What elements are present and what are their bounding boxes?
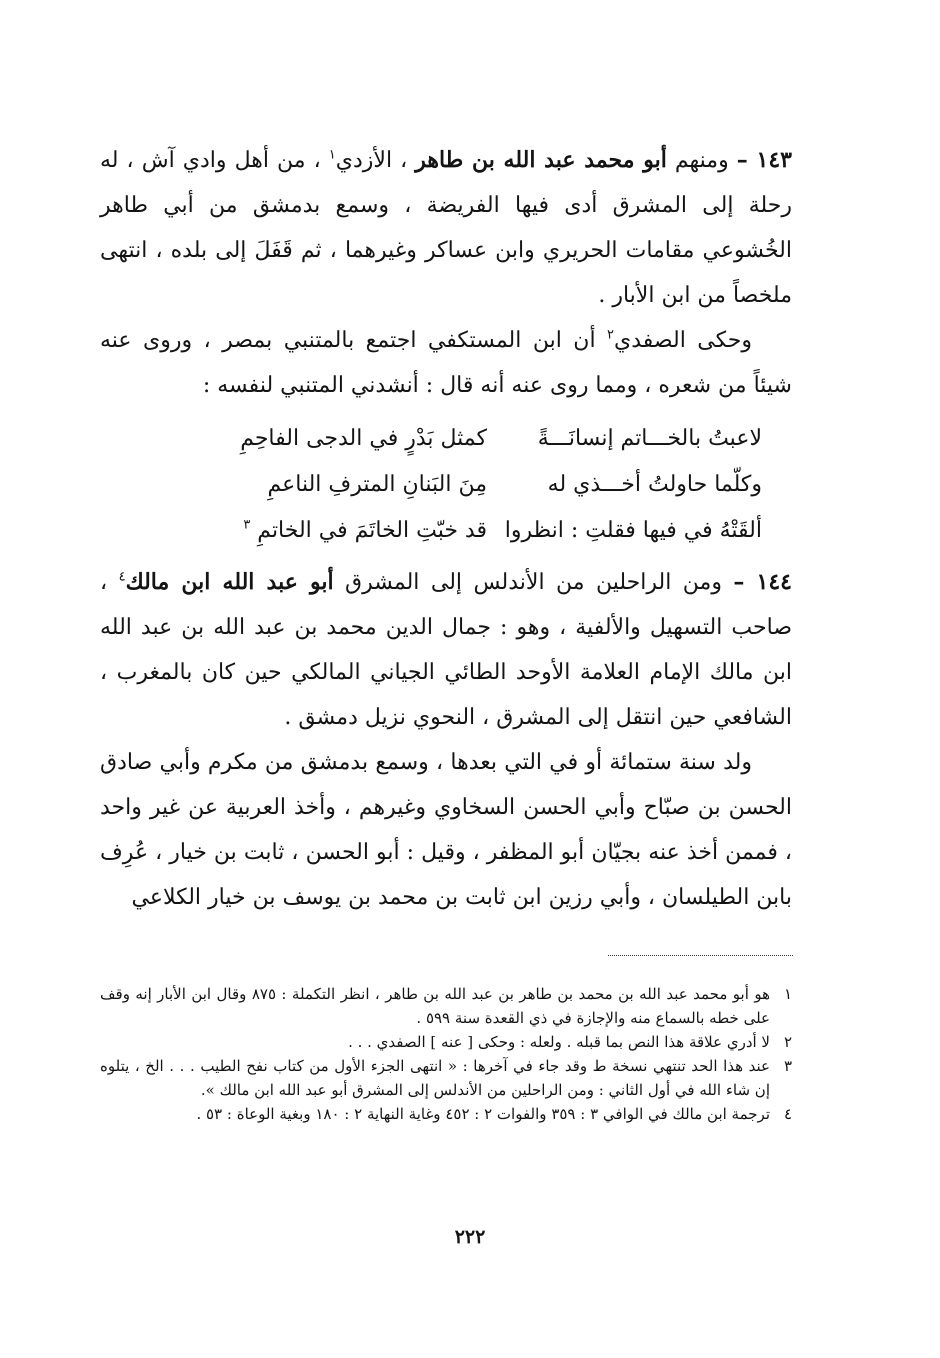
entry-intro: ومنهم (674, 148, 729, 173)
poem-verse (100, 416, 792, 462)
footnote (100, 1102, 792, 1126)
footnote-text: لا أدري علاقة هذا النص بما قبله . ولعله : وحكى [ عنه ] الصفدي . . . (348, 1033, 770, 1051)
poem-verse (100, 508, 792, 554)
footnote-ref[interactable]: ٣ (243, 517, 251, 533)
footnote-number: ١ (783, 985, 792, 1003)
footnote-ref[interactable]: ١ (328, 147, 336, 163)
entry-name: أبو عبد الله ابن مالك (125, 569, 334, 595)
footnote-ref[interactable]: ٤ (118, 569, 126, 585)
entry-nisba: ، الأزدي (335, 148, 408, 173)
footnote-text: ترجمة ابن مالك في الوافي ٣ : ٣٥٩ والفوات ٢ : ٤٥٢ وغاية النهاية ٢ : ١٨٠ وبغية الوعاة : ٥٣ . (196, 1105, 770, 1123)
verse-hemistich-text: قد خبّتِ الخاتَمَ في الخاتمِ (257, 518, 487, 543)
entry-number: ١٤٣ – (736, 147, 792, 173)
entry-144-paragraph-2: ولد سنة ستمائة أو في التي بعدها ، وسمع بدمشق من مكرم وأبي صادق الحسن بن صبّاح وأبي الحسن السخاوي وغيرهم ، وأخذ العربية عن غير واحد ، فممن أخذ عنه بجيّان أبو المظفر ، وقيل : أبو الحسن ، ثابت بن خيار ، عُرِف بابن الطيلسان ، وأبي رزين ابن ثابت بن محمد بن يوسف بن خيار الكلاعي (100, 750, 792, 910)
verse-hemistich-1: لاعبتُ بالخـــاتم إنسانَـــةً (537, 426, 762, 451)
footnotes (100, 982, 792, 1126)
poem-verse (100, 462, 792, 508)
entry-144 (100, 560, 792, 740)
footnote-text: عند هذا الحد تنتهي نسخة ط وقد جاء في آخرها : « انتهى الجزء الأول من كتاب نفح الطيب . . . الخ ، يتلوه إن شاء الله في أول الثاني : ومن الراحلين من الأندلس إلى المشرق أبو عبد الله ابن مالك ». (100, 1057, 770, 1099)
entry-name: أبو محمد عبد الله بن طاهر (415, 147, 667, 173)
footnote-separator (608, 955, 793, 956)
footnote-text: هو أبو محمد عبد الله بن محمد بن طاهر بن عبد الله بن طاهر ، انظر التكملة : ٨٧٥ وقال ابن الأبار إنه وقف على خطه بالسماع منه والإجازة في ذي القعدة سنة ٥٩٩ . (100, 985, 770, 1027)
footnote (100, 982, 792, 1030)
page-number: ٢٢٢ (454, 1226, 486, 1248)
verse-hemistich-text: مِنَ البَنانِ المترفِ الناعمِ (267, 472, 487, 497)
entry-number: ١٤٤ – (733, 569, 792, 595)
verse-hemistich-1: وكلّما حاولتُ أخـــذي له (547, 472, 762, 497)
safadi-intro: وحكى الصفدي (614, 328, 753, 353)
entry-143 (100, 138, 792, 318)
footnote (100, 1030, 792, 1054)
footnote (100, 1054, 792, 1102)
footnote-number: ٤ (783, 1105, 792, 1123)
safadi-paragraph (100, 318, 792, 408)
poem (100, 416, 792, 554)
entry-intro: ومن الراحلين من الأندلس إلى المشرق (345, 570, 722, 595)
footnote-ref[interactable]: ٢ (607, 327, 615, 343)
verse-hemistich-2 (157, 508, 487, 554)
main-text (100, 138, 792, 920)
footnote-number: ٣ (783, 1057, 792, 1075)
verse-hemistich-1: ألقَتْهُ في فيها فقلتِ : انظروا (504, 518, 762, 543)
verse-hemistich-2 (157, 416, 487, 462)
verse-hemistich-2 (157, 462, 487, 508)
verse-hemistich-text: كمثل بَدْرٍ في الدجى الفاحِمِ (240, 426, 487, 451)
entry-text: ، صاحب التسهيل والألفية ، وهو : جمال الدين محمد بن عبد الله بن عبد الله ابن مالك الإمام العلامة الأوحد الطائي الجياني المالكي حين كان بالمغرب ، الشافعي حين انتقل إلى المشرق ، النحوي نزيل دمشق . (100, 570, 792, 730)
safadi-text: أن ابن المستكفي اجتمع بالمتنبي بمصر ، وروى عنه شيئاً من شعره ، ومما روى عنه أنه قال : أنشدني المتنبي لنفسه : (100, 328, 792, 398)
footnote-number: ٢ (783, 1033, 792, 1051)
entry-text: ، من أهل وادي آش ، له رحلة إلى المشرق أدى فيها الفريضة ، وسمع بدمشق من أبي طاهر الخُشوعي مقامات الحريري وابن عساكر وغيرهما ، ثم قَفَلَ إلى بلده ، انتهى ملخصاً من ابن الأبار . (100, 148, 792, 308)
